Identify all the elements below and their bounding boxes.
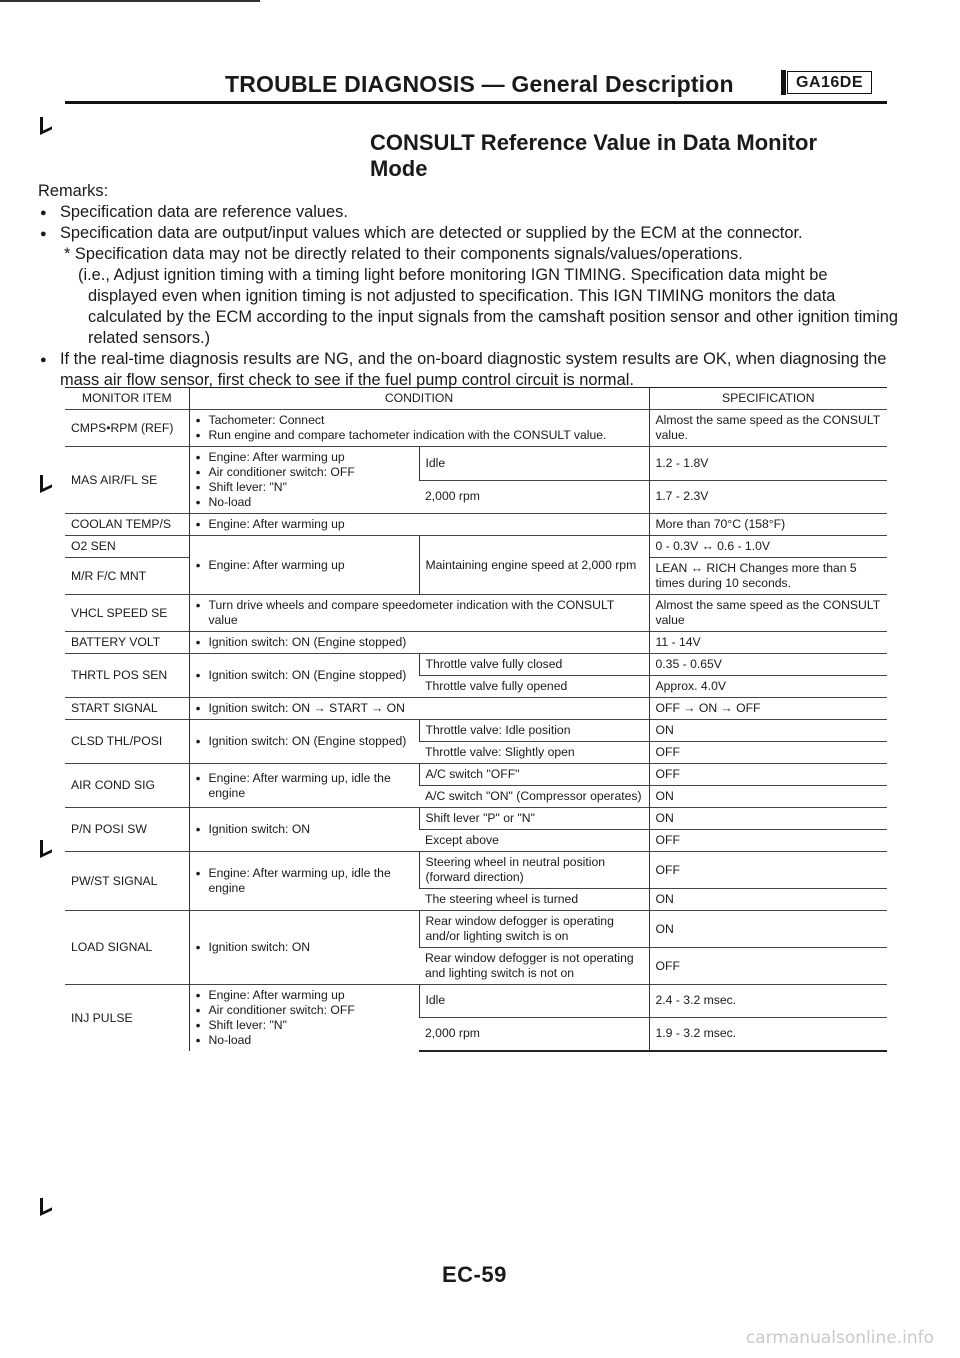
condition-cell — [189, 720, 419, 764]
table-row — [65, 720, 887, 742]
spec-cell: ON — [649, 786, 887, 808]
sub-condition-cell: 2,000 rpm — [419, 1017, 649, 1051]
table-row — [65, 536, 887, 558]
margin-revision-mark-icon — [40, 475, 52, 493]
spec-cell: ON — [649, 808, 887, 830]
sub-condition-cell: Idle — [419, 985, 649, 1018]
table-row — [65, 911, 887, 948]
spec-cell: LEAN ↔ RICH Changes more than 5 times during 10 seconds. — [649, 558, 887, 595]
condition-cell — [189, 536, 419, 595]
sub-condition-cell: Throttle valve fully closed — [419, 654, 649, 676]
monitor-item: BATTERY VOLT — [65, 632, 189, 654]
sub-condition-cell: Rear window defogger is not operating and lighting switch is not on — [419, 948, 649, 985]
header-specification: SPECIFICATION — [649, 388, 887, 410]
engine-code-badge: GA16DE — [787, 71, 872, 94]
spec-cell: More than 70°C (158°F) — [649, 514, 887, 536]
sub-condition-cell: A/C switch "OFF" — [419, 764, 649, 786]
condition-bullet: ● Air conditioner switch: OFF — [196, 465, 413, 480]
condition-cell — [189, 911, 419, 985]
condition-cell — [189, 410, 649, 447]
condition-cell — [189, 698, 649, 720]
monitor-item: P/N POSI SW — [65, 808, 189, 852]
condition-bullet: ● No-load — [196, 1033, 413, 1048]
condition-bullet: ● Engine: After warming up — [196, 517, 643, 532]
table-row — [65, 595, 887, 632]
sub-condition-cell: 2,000 rpm — [419, 480, 649, 514]
page-number: EC-59 — [442, 1262, 507, 1287]
spec-cell: 1.7 - 2.3V — [649, 480, 887, 514]
condition-bullet: ● Engine: After warming up, idle the engine — [196, 771, 413, 801]
remark-note-detail: (i.e., Adjust ignition timing with a timing light before monitoring IGN TIMING. Specification data might be displayed even when ignition timing is not adjusted to specification. This IGN TIMING monitors the data calculated by the ECM according to the input signals from the camshaft position sensor and other ignition timing related sensors.) — [78, 266, 898, 347]
monitor-item: COOLAN TEMP/S — [65, 514, 189, 536]
condition-cell — [189, 514, 649, 536]
spec-cell: 0 - 0.3V ↔ 0.6 - 1.0V — [649, 536, 887, 558]
spec-cell: 1.9 - 3.2 msec. — [649, 1017, 887, 1051]
condition-cell — [189, 654, 419, 698]
remarks-block — [38, 181, 898, 391]
condition-bullet: ● Run engine and compare tachometer indication with the CONSULT value. — [196, 428, 643, 443]
margin-revision-mark-icon — [40, 117, 52, 135]
condition-bullet: ● Shift lever: "N" — [196, 1018, 413, 1033]
monitor-item: PW/ST SIGNAL — [65, 852, 189, 911]
monitor-item: CMPS•RPM (REF) — [65, 410, 189, 447]
spec-cell: OFF — [649, 830, 887, 852]
reference-value-table-wrap — [65, 387, 887, 1052]
condition-bullet: ● Ignition switch: ON (Engine stopped) — [196, 635, 643, 650]
condition-bullet: ● Air conditioner switch: OFF — [196, 1003, 413, 1018]
table-row — [65, 808, 887, 830]
spec-cell: Almost the same speed as the CONSULT value. — [649, 410, 887, 447]
remarks-title: Remarks: — [38, 182, 109, 200]
sub-condition-cell: Throttle valve: Slightly open — [419, 742, 649, 764]
spec-cell: ON — [649, 889, 887, 911]
spec-cell: 0.35 - 0.65V — [649, 654, 887, 676]
spec-cell: OFF — [649, 742, 887, 764]
table-row — [65, 514, 887, 536]
margin-revision-mark-icon — [40, 840, 52, 858]
table-row — [65, 764, 887, 786]
page-header-title: TROUBLE DIAGNOSIS — General Description — [225, 71, 734, 97]
spec-cell: 2.4 - 3.2 msec. — [649, 985, 887, 1018]
condition-bullet: ● Ignition switch: ON (Engine stopped) — [196, 668, 413, 683]
condition-bullet: ● Engine: After warming up — [196, 988, 413, 1003]
monitor-item: AIR COND SIG — [65, 764, 189, 808]
sub-condition-cell: A/C switch "ON" (Compressor operates) — [419, 786, 649, 808]
spec-cell: Approx. 4.0V — [649, 676, 887, 698]
condition-cell — [189, 764, 419, 808]
condition-bullet: ● No-load — [196, 495, 413, 510]
spec-cell: OFF — [649, 764, 887, 786]
remark-bullet: ● Specification data are output/input values which are detected or supplied by the ECM at the connector. — [38, 223, 898, 244]
sub-condition-cell: Throttle valve: Idle position — [419, 720, 649, 742]
spec-cell: ON — [649, 911, 887, 948]
sub-condition-cell: Shift lever "P" or "N" — [419, 808, 649, 830]
sub-condition-cell: Maintaining engine speed at 2,000 rpm — [419, 536, 649, 595]
monitor-item: CLSD THL/POSI — [65, 720, 189, 764]
monitor-item: VHCL SPEED SE — [65, 595, 189, 632]
table-header-row — [65, 388, 887, 410]
condition-bullet: ● Tachometer: Connect — [196, 413, 643, 428]
monitor-item: M/R F/C MNT — [65, 558, 189, 595]
monitor-item: O2 SEN — [65, 536, 189, 558]
sub-condition-cell: Steering wheel in neutral position (forward direction) — [419, 852, 649, 889]
table-row — [65, 632, 887, 654]
monitor-item: START SIGNAL — [65, 698, 189, 720]
remark-note: * Specification data may not be directly related to their components signals/values/operations. — [64, 245, 743, 263]
monitor-item: MAS AIR/FL SE — [65, 447, 189, 514]
spec-cell: ON — [649, 720, 887, 742]
monitor-item: INJ PULSE — [65, 985, 189, 1052]
remark-bullet: ● Specification data are reference values. — [38, 202, 898, 223]
scan-artifact-line — [0, 0, 260, 2]
sub-condition-cell: Throttle valve fully opened — [419, 676, 649, 698]
condition-cell — [189, 985, 419, 1052]
condition-bullet: ● Ignition switch: ON — [196, 822, 413, 837]
watermark-text: carmanualsonline.info — [745, 1328, 934, 1348]
spec-cell: Almost the same speed as the CONSULT value — [649, 595, 887, 632]
condition-cell — [189, 808, 419, 852]
table-row — [65, 654, 887, 676]
table-row — [65, 447, 887, 481]
condition-cell — [189, 632, 649, 654]
header-monitor-item: MONITOR ITEM — [65, 388, 189, 410]
condition-bullet: ● Ignition switch: ON — [196, 940, 413, 955]
condition-cell — [189, 852, 419, 911]
spec-cell: 1.2 - 1.8V — [649, 447, 887, 481]
condition-bullet: ● Engine: After warming up, idle the engine — [196, 866, 413, 896]
spec-cell: 11 - 14V — [649, 632, 887, 654]
reference-value-table — [65, 387, 887, 1052]
condition-cell — [189, 447, 419, 514]
spec-cell: OFF → ON → OFF — [649, 698, 887, 720]
sub-condition-cell: The steering wheel is turned — [419, 889, 649, 911]
monitor-item: LOAD SIGNAL — [65, 911, 189, 985]
spec-cell: OFF — [649, 948, 887, 985]
section-title: CONSULT Reference Value in Data Monitor Mode — [370, 130, 818, 181]
margin-revision-mark-icon — [40, 1198, 52, 1216]
sub-condition-cell: Except above — [419, 830, 649, 852]
condition-bullet: ● Engine: After warming up — [196, 558, 413, 573]
sub-condition-cell: Rear window defogger is operating and/or lighting switch is on — [419, 911, 649, 948]
remark-bullet: ● If the real-time diagnosis results are NG, and the on-board diagnostic system results are OK, when diagnosing the mass air flow sensor, first check to see if the fuel pump control circuit is normal. — [38, 349, 898, 391]
sub-condition-cell: Idle — [419, 447, 649, 481]
header-condition: CONDITION — [189, 388, 649, 410]
spec-cell: OFF — [649, 852, 887, 889]
condition-bullet: ● Shift lever: "N" — [196, 480, 413, 495]
monitor-item: THRTL POS SEN — [65, 654, 189, 698]
table-row — [65, 698, 887, 720]
condition-bullet: ● Ignition switch: ON → START → ON — [196, 701, 643, 716]
condition-cell — [189, 595, 649, 632]
table-row — [65, 852, 887, 889]
table-row — [65, 985, 887, 1018]
condition-bullet: ● Turn drive wheels and compare speedometer indication with the CONSULT value — [196, 598, 643, 628]
table-row — [65, 410, 887, 447]
condition-bullet: ● Ignition switch: ON (Engine stopped) — [196, 734, 413, 749]
condition-bullet: ● Engine: After warming up — [196, 450, 413, 465]
page-header — [65, 67, 887, 104]
